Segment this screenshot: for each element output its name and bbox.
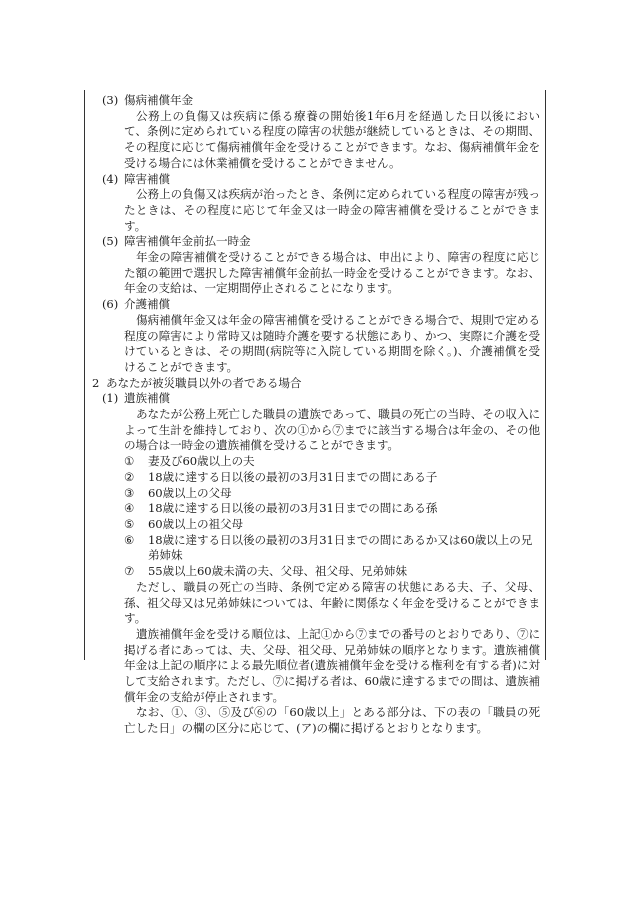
item-mark: ③: [124, 485, 135, 500]
section-number: (5): [102, 234, 119, 249]
item-text: 18歳に達する日以後の最初の3月31日までの間にあるか又は60歳以上の兄弟姉妹: [148, 532, 533, 563]
item-text: 18歳に達する日以後の最初の3月31日までの間にある孫: [148, 501, 438, 516]
item-mark: ①: [124, 454, 135, 469]
list-item: [88, 470, 540, 486]
section-2-1-note: なお、①、③、⑤及び⑥の「60歳以上」とある部分は、下の表の「職員の死亡した日」の欄の区分に応じて、(ア)の欄に掲げるとおりとなります。: [124, 705, 540, 736]
section-4-body: 公務上の負傷又は疾病が治ったとき、条例に定められている程度の障害が残ったときは、その程度に応じて年金又は一時金の障害補償を受けることができます。: [124, 187, 540, 233]
section-4-heading: [88, 172, 540, 188]
item-text: 18歳に達する日以後の最初の3月31日までの間にある子: [148, 469, 438, 484]
item-mark: ⑦: [124, 564, 135, 579]
list-item: [88, 533, 540, 564]
item-mark: ⑤: [124, 516, 135, 531]
section-number: (6): [102, 297, 119, 312]
item-mark: ④: [124, 501, 135, 516]
section-6-heading: [88, 297, 540, 313]
section-title: 障害補償年金前払一時金: [124, 234, 251, 249]
part-2-heading: [88, 376, 540, 392]
list-item: [88, 517, 540, 533]
section-2-1-heading: [88, 391, 540, 407]
item-text: 妻及び60歳以上の夫: [148, 454, 255, 469]
section-2-1-proviso: ただし、職員の死亡の当時、条例で定める障害の状態にある夫、子、父母、孫、祖父母又は兄弟姉妹については、年齢に関係なく年金を受けることができます。: [124, 579, 540, 626]
document-body: [88, 93, 540, 737]
section-number: (3): [102, 93, 119, 107]
section-5-body: 年金の障害補償を受けることができる場合は、申出により、障害の程度に応じた額の範囲で選択した障害補償年金前払一時金を受けることができます。なお、年金の支給は、一定期間停止されることになります。: [124, 250, 540, 296]
section-title: 遺族補償: [124, 391, 170, 406]
item-text: 55歳以上60歳未満の夫、父母、祖父母、兄弟姉妹: [148, 564, 407, 579]
section-6-body: 傷病補償年金又は年金の障害補償を受けることができる場合で、規則で定める程度の障害により常時又は随時介護を要する状態にあり、かつ、実際に介護を受けているときは、その期間(病院等に入院している期間を除く。)、介護補償を受けることができます。: [124, 312, 540, 374]
section-number: (1): [102, 391, 119, 406]
part-number: 2: [92, 375, 100, 390]
section-3-heading: [88, 93, 540, 109]
item-mark: ②: [124, 469, 135, 484]
item-mark: ⑥: [124, 532, 135, 547]
part-title: あなたが被災職員以外の者である場合: [106, 375, 302, 390]
section-title: 傷病補償年金: [124, 93, 193, 107]
list-item: [88, 564, 540, 580]
section-title: 障害補償: [124, 171, 170, 186]
item-text: 60歳以上の父母: [148, 485, 232, 500]
item-text: 60歳以上の祖父母: [148, 516, 244, 531]
list-item: [88, 486, 540, 502]
list-item: [88, 454, 540, 470]
section-2-1-order: 遺族補償年金を受ける順位は、上記①から⑦までの番号のとおりであり、⑦に掲げる者にあっては、夫、父母、祖父母、兄弟姉妹の順序となります。遺族補償年金は上記の順序による最先順位者(遺族補償年金を受ける権利を有する者)に対して支給されます。ただし、⑦に掲げる者は、60歳に達するまでの間は、遺族補償年金の支給が停止されます。: [124, 626, 540, 704]
section-title: 介護補償: [124, 297, 170, 312]
list-item: [88, 501, 540, 517]
section-2-1-body: あなたが公務上死亡した職員の遺族であって、職員の死亡の当時、その収入によって生計を維持しており、次の①から⑦までに該当する場合は年金の、その他の場合は一時金の遺族補償を受けることができます。: [124, 407, 540, 453]
section-5-heading: [88, 234, 540, 250]
section-3-body: 公務上の負傷又は疾病に係る療養の開始後1年6月を経過した日以後において、条例に定められている程度の障害の状態が継続しているときは、その期間、その程度に応じて傷病補償年金を受けることができます。なお、傷病補償年金を受ける場合には休業補償を受けることができません。: [124, 108, 540, 170]
section-number: (4): [102, 171, 119, 186]
